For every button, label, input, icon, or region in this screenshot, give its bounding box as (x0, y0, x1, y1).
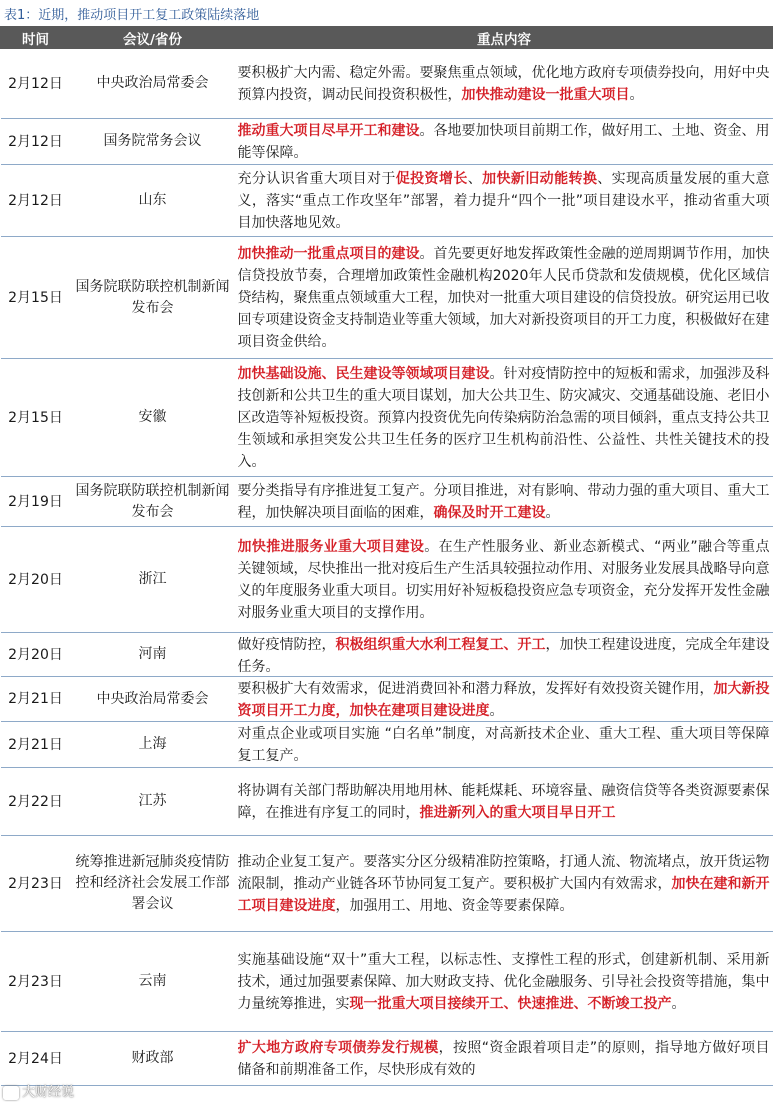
policy-table (0, 26, 773, 1086)
cell-content (235, 932, 773, 1032)
cell-org: 安徽 (71, 359, 235, 477)
highlight-text: 加快推进服务业重大项目建设 (237, 538, 425, 555)
table-row (1, 359, 773, 477)
table-row (1, 49, 773, 119)
body-text: ，加快工程建设进度，完成全年建设任务。 (237, 636, 770, 675)
cell-content (235, 165, 773, 237)
highlight-text: 加快推动一批重点项目的建设 (237, 245, 420, 262)
table-row (1, 237, 773, 359)
cell-org: 国务院常务会议 (71, 119, 235, 165)
table-row (1, 677, 773, 722)
highlight-text: 积极组织重大水利工程复工、开工 (335, 636, 546, 653)
cell-org: 中央政治局常委会 (71, 677, 235, 722)
cell-date: 2月12日 (1, 49, 71, 119)
body-text: 将协调有关部门帮助解决用地用林、能耗煤耗、环境容量、融资信贷等各类资源要素保障，在推进有序复工的同时， (237, 782, 770, 821)
body-text: 对重点企业或项目实施 “白名单”制度，对高新技术企业、重大工程、重大项目等保障复工复产。 (237, 725, 770, 764)
cell-date: 2月15日 (1, 359, 71, 477)
cell-org: 财政部 (71, 1032, 235, 1086)
cell-date: 2月12日 (1, 119, 71, 165)
highlight-text: 加大新投资项目开工力度，加快在建项目建设进度 (237, 680, 770, 719)
body-text: 。 (629, 86, 644, 103)
body-text: 、 (467, 170, 483, 187)
highlight-text: 加快在建和新开工项目建设进度 (237, 875, 770, 914)
table-header-row (1, 27, 773, 49)
highlight-text: 加快基础设施、民生建设等领域项目建设 (237, 365, 490, 382)
cell-content (235, 237, 773, 359)
body-text: 推动企业复工复产。要落实分区分级精准防控策略，打通人流、物流堵点，放开货运物流限制，推动产业链各环节协同复工复产。要积极扩大国内有效需求， (237, 853, 770, 892)
watermark (3, 1081, 74, 1100)
cell-content (235, 477, 773, 527)
header-date: 时间 (1, 27, 71, 49)
cell-date: 2月21日 (1, 722, 71, 768)
cell-org: 云南 (71, 932, 235, 1032)
body-text: 充分认识省重大项目对于 (237, 170, 396, 187)
header-org: 会议/省份 (71, 27, 235, 49)
table-row (1, 836, 773, 932)
body-text: 要积极扩大内需、稳定外需。要聚焦重点领域，优化地方政府专项债券投向，用好中央预算内投资，调动民间投资积极性， (237, 64, 770, 103)
table-row (1, 722, 773, 768)
table-caption: 表1：近期，推动项目开工复工政策陆续落地 (4, 8, 260, 23)
table-row (1, 527, 773, 633)
cell-content (235, 527, 773, 633)
table-body (1, 49, 773, 1086)
highlight-text: 推动重大项目尽早开工和建设 (237, 122, 420, 139)
cell-org: 国务院联防联控机制新闻发布会 (71, 477, 235, 527)
highlight-text: 促投资增长 (395, 170, 468, 187)
body-text: 。首先要更好地发挥政策性金融的逆周期调节作用，加快信贷投放节奏，合理增加政策性金融机构2020年人民币贷款和发债规模，优化区域信贷结构，聚焦重点领域重大工程，加快对一批重大项目建设的信贷投放。研究运用已收回专项建设资金支持制造业等重大领域，加大对新投资项目的开工力度，积极做好在建项目资金供给。 (237, 245, 770, 350)
cell-date: 2月20日 (1, 633, 71, 677)
body-text: ，按照“资金跟着项目走”的原则，指导地方做好项目储备和前期准备工作，尽快形成有效的 (237, 1039, 770, 1078)
cell-content (235, 722, 773, 768)
cell-org: 浙江 (71, 527, 235, 633)
cell-content (235, 633, 773, 677)
cell-date: 2月24日 (1, 1032, 71, 1086)
header-content: 重点内容 (235, 27, 773, 49)
body-text: 要积极扩大有效需求，促进消费回补和潜力释放，发挥好有效投资关键作用， (237, 680, 714, 697)
table-row (1, 932, 773, 1032)
cell-org: 统筹推进新冠肺炎疫情防控和经济社会发展工作部署会议 (71, 836, 235, 932)
cell-date: 2月12日 (1, 165, 71, 237)
highlight-text: 加快推动建设一批重大项目 (461, 86, 630, 103)
cell-org: 中央政治局常委会 (71, 49, 235, 119)
body-text: 。针对疫情防控中的短板和需求，加强涉及科技创新和公共卫生的重大项目谋划，加大公共卫生、防灾减灾、交通基础设施、老旧小区改造等补短板投资。预算内投资优先向传染病防治急需的项目倾斜，重点支持公共卫生领域和承担突发公共卫生任务的医疗卫生机构前沿性、公益性、共性关键技术的投入。 (237, 365, 770, 470)
camera-logo-icon (3, 1086, 19, 1100)
cell-date: 2月22日 (1, 768, 71, 836)
body-text: 、实现高质量发展的重大意义，落实“重点工作攻坚年”部署，着力提升“四个一批”项目建设水平，推动省重大项目加快落地见效。 (237, 170, 770, 231)
cell-date: 2月19日 (1, 477, 71, 527)
highlight-text: 扩大地方政府专项债券发行规模 (237, 1039, 439, 1056)
highlight-text: 推进新列入的重大项目早日开工 (419, 804, 616, 821)
cell-org: 国务院联防联控机制新闻发布会 (71, 237, 235, 359)
table-row (1, 633, 773, 677)
body-text: 。在生产性服务业、新业态新模式、“两业”融合等重点关键领域，尽快推出一批对疫后生产生活具较强拉动作用、对服务业发展具战略导向意义的年度服务业重大项目。切实用好补短板稳投资应急专项资金，充分发挥开发性金融对服务业重大项目的支撑作用。 (237, 538, 770, 621)
cell-org: 江苏 (71, 768, 235, 836)
body-text: 做好疫情防控， (237, 636, 336, 653)
cell-content (235, 1032, 773, 1086)
cell-org: 山东 (71, 165, 235, 237)
highlight-text: 确保及时开工建设 (433, 504, 546, 521)
cell-content (235, 677, 773, 722)
body-text: 实施基础设施“双十”重大工程，以标志性、支撑性工程的形式，创建新机制、采用新技术，通过加强要素保障、加大财政支持、优化金融服务、引导社会投资等措施，集中力量统筹推进，实 (237, 951, 770, 1012)
table-row (1, 165, 773, 237)
cell-content (235, 836, 773, 932)
cell-content (235, 119, 773, 165)
cell-date: 2月23日 (1, 932, 71, 1032)
cell-content (235, 49, 773, 119)
cell-content (235, 359, 773, 477)
body-text: 。各地要加快项目前期工作，做好用工、土地、资金、用能等保障。 (237, 122, 770, 161)
highlight-text: 加快新旧动能转换 (482, 170, 598, 187)
cell-org: 河南 (71, 633, 235, 677)
watermark-text: 大财经说 (22, 1085, 75, 1100)
cell-date: 2月20日 (1, 527, 71, 633)
body-text: ，加强用工、用地、资金等要素保障。 (335, 897, 574, 914)
body-text: 要分类指导有序推进复工复产。分项目推进，对有影响、带动力强的重大项目、重大工程，加快解决项目面临的困难， (237, 482, 770, 521)
table-row (1, 768, 773, 836)
cell-org: 上海 (71, 722, 235, 768)
highlight-text: 现一批重大项目接续开工、快速推进、不断竣工投产 (349, 995, 672, 1012)
cell-content (235, 768, 773, 836)
body-text: 。 (545, 504, 560, 521)
cell-date: 2月23日 (1, 836, 71, 932)
body-text: 。 (489, 702, 504, 719)
body-text: 。 (671, 995, 686, 1012)
cell-date: 2月15日 (1, 237, 71, 359)
table-row (1, 119, 773, 165)
cell-date: 2月21日 (1, 677, 71, 722)
table-row (1, 1032, 773, 1086)
table-row (1, 477, 773, 527)
